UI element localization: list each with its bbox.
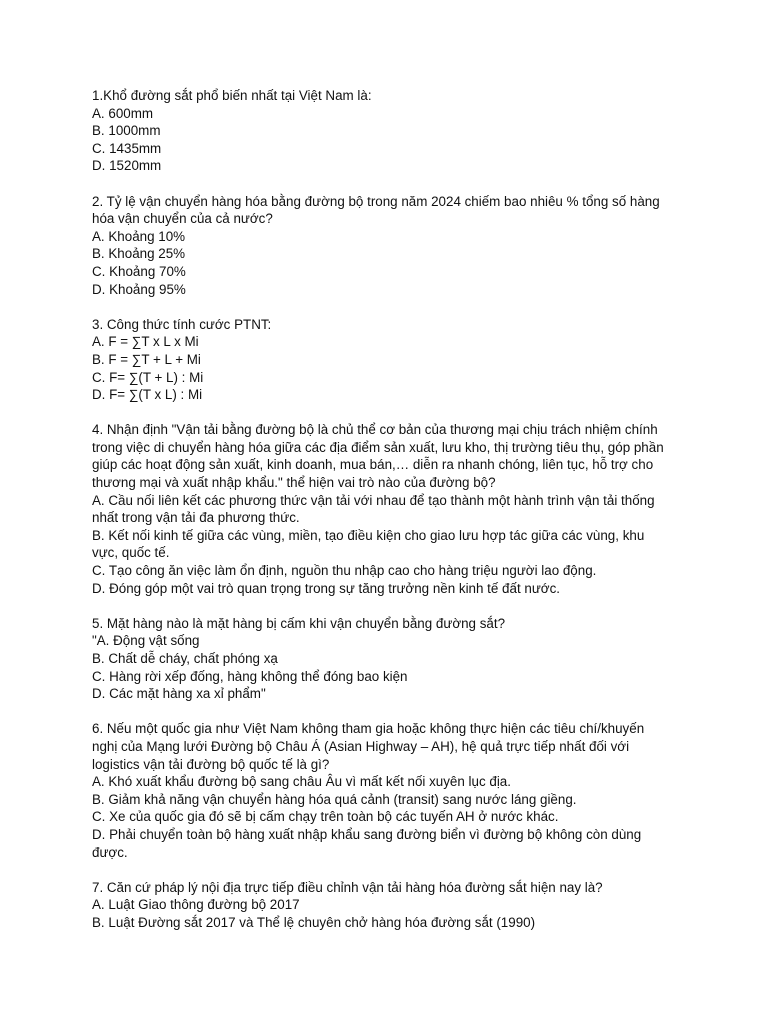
answer-option-b: B. F = ∑T + L + Mi: [92, 351, 201, 367]
answer-option-b: B. Luật Đường sắt 2017 và Thể lệ chuyên chở hàng hóa đường sắt (1990): [92, 914, 536, 930]
answer-option-b: B. Kết nối kinh tế giữa các vùng, miền, tạo điều kiện cho giao lưu hợp tác giữa các vùng, khu vực, quốc tế.: [92, 527, 645, 561]
answer-option-c: C. 1435mm: [92, 140, 162, 156]
answer-option-a: A. 600mm: [92, 105, 154, 121]
answer-option-a: A. Cầu nối liên kết các phương thức vận tải với nhau để tạo thành một hành trình vận tải thống nhất trong vận tải đa phương thức.: [92, 492, 655, 526]
answer-option-a: A. Khoảng 10%: [92, 228, 186, 244]
answer-option-a: A. Khó xuất khẩu đường bộ sang châu Âu vì mất kết nối xuyên lục địa.: [92, 774, 511, 790]
question-text: 6. Nếu một quốc gia như Việt Nam không tham gia hoặc không thực hiện các tiêu chí/khuyến nghị của Mạng lưới Đường bộ Châu Á (Asian Highway – AH), hệ quả trực tiếp nhất đối với logistics vận tải đường bộ quốc tế là gì?: [92, 721, 645, 772]
answer-option-c: C. Hàng rời xếp đống, hàng không thể đóng bao kiện: [92, 668, 408, 684]
answer-option-d: D. 1520mm: [92, 158, 162, 174]
answer-option-b: B. Giảm khả năng vận chuyển hàng hóa quá cảnh (transit) sang nước láng giềng.: [92, 791, 577, 807]
answer-option-b: B. Chất dễ cháy, chất phóng xạ: [92, 651, 278, 666]
question-text: 1.Khổ đường sắt phổ biến nhất tại Việt Nam là:: [92, 88, 372, 103]
answer-option-c: C. Khoảng 70%: [92, 263, 186, 279]
answer-option-c: C. Tạo công ăn việc làm ổn định, nguồn thu nhập cao cho hàng triệu người lao động.: [92, 563, 597, 579]
question-4: [92, 421, 672, 597]
question-1: [92, 87, 672, 175]
answer-option-d: D. Các mặt hàng xa xỉ phẩm": [92, 686, 266, 702]
question-text: 7. Căn cứ pháp lý nội địa trực tiếp điều chỉnh vận tải hàng hóa đường sắt hiện nay là?: [92, 879, 603, 895]
answer-option-c: C. Xe của quốc gia đó sẽ bị cấm chạy trên toàn bộ các tuyến AH ở nước khác.: [92, 809, 559, 825]
question-list: [92, 87, 672, 949]
question-3: [92, 316, 672, 404]
answer-option-b: B. Khoảng 25%: [92, 246, 186, 262]
question-7: [92, 879, 672, 932]
answer-option-d: D. Phải chuyển toàn bộ hàng xuất nhập khẩu sang đường biển vì đường bộ không còn dùng được.: [92, 826, 642, 860]
question-2: [92, 193, 672, 299]
answer-option-d: D. Khoảng 95%: [92, 281, 186, 297]
question-text: 3. Công thức tính cước PTNT:: [92, 316, 272, 332]
answer-option-b: B. 1000mm: [92, 123, 161, 139]
question-text: 2. Tỷ lệ vận chuyển hàng hóa bằng đường bộ trong năm 2024 chiếm bao nhiêu % tổng số hàng hóa vận chuyển của cả nước?: [92, 193, 660, 227]
answer-option-c: C. F= ∑(T + L) : Mi: [92, 369, 204, 385]
answer-option-a: A. F = ∑T x L x Mi: [92, 334, 199, 350]
question-text: 4. Nhận định "Vận tải bằng đường bộ là chủ thể cơ bản của thương mại chịu trách nhiệm chính trong việc di chuyển hàng hóa giữa các địa điểm sản xuất, lưu kho, thị trường tiêu thụ, góp phần giúp các hoạt động sản xuất, kinh doanh, mua bán,… diễn ra nhanh chóng, liên tục, hỗ trợ cho thương mại và xuất nhập khẩu." thể hiện vai trò nào của đường bộ?: [92, 422, 664, 491]
answer-option-a: A. Luật Giao thông đường bộ 2017: [92, 897, 300, 913]
question-6: [92, 720, 672, 861]
question-text: 5. Mặt hàng nào là mặt hàng bị cấm khi vận chuyển bằng đường sắt?: [92, 615, 506, 631]
answer-option-d: D. Đóng góp một vai trò quan trọng trong sự tăng trưởng nền kinh tế đất nước.: [92, 580, 561, 596]
answer-option-d: D. F= ∑(T x L) : Mi: [92, 387, 203, 403]
answer-option-a: "A. Động vật sống: [92, 633, 200, 649]
question-5: [92, 615, 672, 703]
